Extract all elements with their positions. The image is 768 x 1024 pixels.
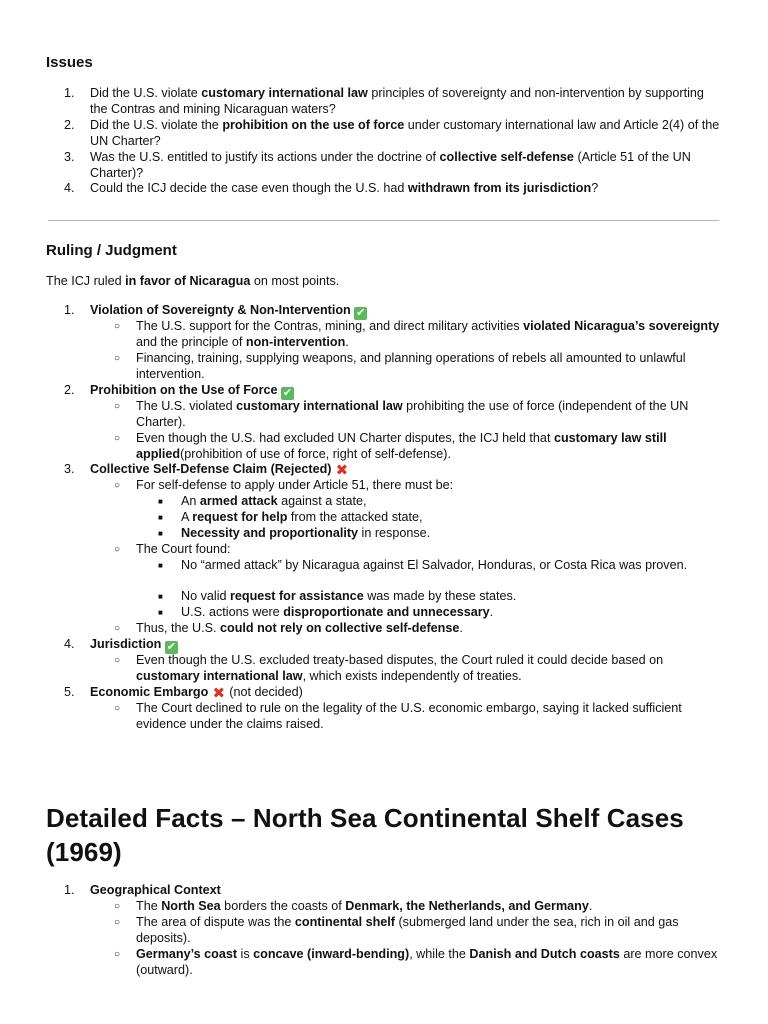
cross-mark-icon: ✖ (335, 462, 349, 479)
list-text: Even though the U.S. excluded treaty-based disputes, the Court ruled it could decide based on customary international law, which exists independently of treaties. (136, 653, 664, 683)
list-text: An armed attack against a state, (181, 494, 367, 508)
list-text: Economic Embargo ✖ (not decided) (90, 685, 303, 702)
list-text: The U.S. support for the Contras, mining, and direct military activities violated Nicaragua’s sovereignty and the principle of non-intervention. (136, 319, 720, 349)
circle-bullet-icon: ○ (114, 901, 121, 912)
circle-bullet-icon: ○ (114, 480, 121, 491)
list-text: For self-defense to apply under Article 51, there must be: (136, 478, 454, 492)
list-number: 4. (64, 181, 75, 195)
issues-heading: Issues (46, 54, 93, 71)
list-text: Even though the U.S. had excluded UN Charter disputes, the ICJ held that customary law still applied(prohibition of use of force, right of self-defense). (136, 431, 667, 461)
list-number: 2. (64, 118, 75, 132)
list-text: Was the U.S. entitled to justify its actions under the doctrine of collective self-defense (Article 51 of the UN Charter)? (90, 150, 691, 180)
circle-bullet-icon: ○ (114, 401, 121, 412)
circle-bullet-icon: ○ (114, 917, 121, 928)
list-text: A request for help from the attacked state, (181, 510, 423, 524)
square-bullet-icon: ■ (158, 513, 163, 522)
list-text: The Court found: (136, 542, 231, 556)
circle-bullet-icon: ○ (114, 703, 121, 714)
list-text: Financing, training, supplying weapons, and planning operations of rebels all amounted to unlawful intervention. (136, 351, 686, 381)
check-mark-icon: ✔ (356, 307, 366, 319)
square-bullet-icon: ■ (158, 608, 163, 617)
circle-bullet-icon: ○ (114, 544, 121, 555)
list-text: Collective Self-Defense Claim (Rejected) ✖ (90, 462, 349, 479)
list-text: Prohibition on the Use of Force ✔ (90, 383, 293, 399)
north-sea-heading: Detailed Facts – North Sea Continental Shelf Cases (1969) (46, 803, 684, 867)
circle-bullet-icon: ○ (114, 623, 121, 634)
ruling-intro: The ICJ ruled in favor of Nicaragua on most points. (46, 274, 340, 288)
list-number: 4. (64, 637, 75, 651)
circle-bullet-icon: ○ (114, 433, 121, 444)
list-text: Germany’s coast is concave (inward-bending), while the Danish and Dutch coasts are more convex (outward). (136, 947, 718, 977)
list-text: U.S. actions were disproportionate and unnecessary. (181, 605, 494, 619)
list-number: 1. (64, 303, 75, 317)
square-bullet-icon: ■ (158, 529, 163, 538)
list-text: Did the U.S. violate customary international law principles of sovereignty and non-intervention by supporting the Contras and mining Nicaraguan waters? (90, 86, 704, 116)
list-number: 2. (64, 383, 75, 397)
ruling-heading: Ruling / Judgment (46, 242, 177, 259)
list-text: The U.S. violated customary international law prohibiting the use of force (independent of the UN Charter). (136, 399, 689, 429)
list-text: Could the ICJ decide the case even though the U.S. had withdrawn from its jurisdiction? (90, 181, 599, 195)
circle-bullet-icon: ○ (114, 353, 121, 364)
list-text: Necessity and proportionality in response. (181, 526, 431, 540)
list-text: The Court declined to rule on the legality of the U.S. economic embargo, saying it lacked sufficient evidence under the claims raised. (136, 701, 682, 731)
list-number: 3. (64, 462, 75, 476)
list-text: No valid request for assistance was made by these states. (181, 589, 517, 603)
list-text: Thus, the U.S. could not rely on collective self-defense. (136, 621, 463, 635)
check-mark-icon: ✔ (166, 641, 176, 653)
list-number: 5. (64, 685, 75, 699)
list-text: No “armed attack” by Nicaragua against El Salvador, Honduras, or Costa Rica was proven. (181, 558, 688, 572)
circle-bullet-icon: ○ (114, 321, 121, 332)
list-text: The North Sea borders the coasts of Denmark, the Netherlands, and Germany. (136, 899, 593, 913)
list-text: The area of dispute was the continental shelf (submerged land under the sea, rich in oil and gas deposits). (136, 915, 679, 945)
list-text: Geographical Context (90, 883, 221, 897)
square-bullet-icon: ■ (158, 592, 163, 601)
list-number: 1. (64, 883, 75, 897)
list-number: 1. (64, 86, 75, 100)
list-text: Violation of Sovereignty & Non-Intervention ✔ (90, 303, 366, 319)
cross-mark-icon: ✖ (212, 685, 226, 702)
circle-bullet-icon: ○ (114, 949, 121, 960)
list-text: Jurisdiction ✔ (90, 637, 176, 653)
square-bullet-icon: ■ (158, 497, 163, 506)
horizontal-divider (48, 220, 719, 221)
list-text: Did the U.S. violate the prohibition on the use of force under customary international law and Article 2(4) of the UN Charter? (90, 118, 720, 148)
list-number: 3. (64, 150, 75, 164)
check-mark-icon: ✔ (282, 387, 293, 399)
circle-bullet-icon: ○ (114, 655, 121, 666)
square-bullet-icon: ■ (158, 561, 163, 570)
